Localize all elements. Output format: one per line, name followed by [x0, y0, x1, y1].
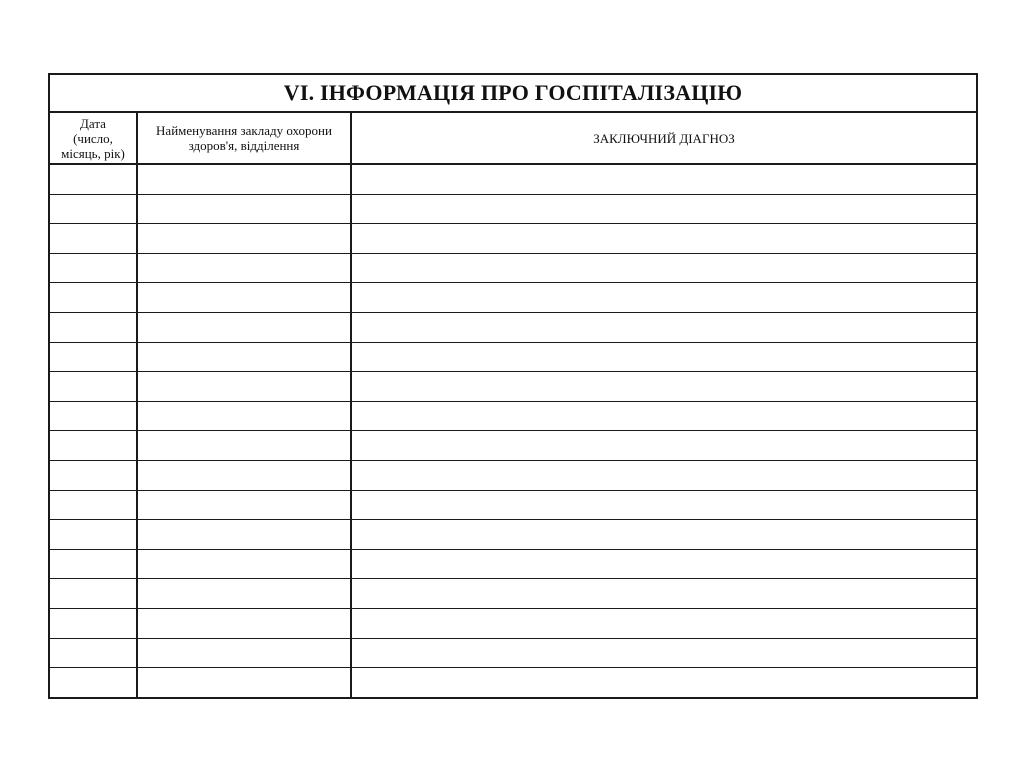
- diagnosis-cell[interactable]: [351, 638, 977, 668]
- table-row: [49, 638, 977, 668]
- diagnosis-cell[interactable]: [351, 401, 977, 431]
- date-cell[interactable]: [49, 579, 137, 609]
- diagnosis-cell[interactable]: [351, 224, 977, 254]
- institution-cell[interactable]: [137, 460, 351, 490]
- diagnosis-cell[interactable]: [351, 549, 977, 579]
- table-row: [49, 579, 977, 609]
- diagnosis-cell[interactable]: [351, 608, 977, 638]
- date-cell[interactable]: [49, 283, 137, 313]
- date-cell[interactable]: [49, 164, 137, 194]
- date-cell[interactable]: [49, 608, 137, 638]
- table-row: [49, 431, 977, 461]
- table-row: [49, 253, 977, 283]
- diagnosis-cell[interactable]: [351, 312, 977, 342]
- date-header-line-3: місяць, рік): [61, 145, 125, 161]
- diagnosis-cell[interactable]: [351, 520, 977, 550]
- institution-cell[interactable]: [137, 283, 351, 313]
- table-row: [49, 460, 977, 490]
- diagnosis-cell[interactable]: [351, 668, 977, 698]
- table-row: [49, 194, 977, 224]
- date-cell[interactable]: [49, 253, 137, 283]
- diagnosis-cell[interactable]: [351, 431, 977, 461]
- date-cell[interactable]: [49, 668, 137, 698]
- diagnosis-cell[interactable]: [351, 194, 977, 224]
- table-row: [49, 164, 977, 194]
- institution-cell[interactable]: [137, 194, 351, 224]
- institution-cell[interactable]: [137, 579, 351, 609]
- title-row: [49, 74, 977, 112]
- institution-cell[interactable]: [137, 253, 351, 283]
- institution-cell[interactable]: [137, 164, 351, 194]
- table-row: [49, 490, 977, 520]
- section-title: VI. ІНФОРМАЦІЯ ПРО ГОСПІТАЛІЗАЦІЮ: [49, 74, 977, 112]
- date-cell[interactable]: [49, 224, 137, 254]
- institution-header-line-2: здоров'я, відділення: [188, 138, 300, 153]
- institution-cell[interactable]: [137, 431, 351, 461]
- date-header-line-1: Дата: [80, 115, 106, 131]
- institution-cell[interactable]: [137, 608, 351, 638]
- date-cell[interactable]: [49, 490, 137, 520]
- diagnosis-cell[interactable]: [351, 490, 977, 520]
- table-body: [49, 164, 977, 698]
- table-row: [49, 401, 977, 431]
- date-cell[interactable]: [49, 520, 137, 550]
- table-row: [49, 608, 977, 638]
- date-header-line-2: (число,: [73, 130, 113, 146]
- date-cell[interactable]: [49, 549, 137, 579]
- table-row: [49, 283, 977, 313]
- institution-cell[interactable]: [137, 638, 351, 668]
- institution-cell[interactable]: [137, 372, 351, 402]
- table-row: [49, 312, 977, 342]
- table-row: [49, 342, 977, 372]
- date-cell[interactable]: [49, 431, 137, 461]
- institution-column-header: [137, 112, 351, 164]
- date-cell[interactable]: [49, 194, 137, 224]
- institution-cell[interactable]: [137, 668, 351, 698]
- diagnosis-column-header: ЗАКЛЮЧНИЙ ДІАГНОЗ: [351, 112, 977, 164]
- date-cell[interactable]: [49, 372, 137, 402]
- date-cell[interactable]: [49, 401, 137, 431]
- diagnosis-cell[interactable]: [351, 372, 977, 402]
- institution-cell[interactable]: [137, 224, 351, 254]
- institution-cell[interactable]: [137, 549, 351, 579]
- institution-cell[interactable]: [137, 312, 351, 342]
- date-cell[interactable]: [49, 460, 137, 490]
- date-cell[interactable]: [49, 312, 137, 342]
- date-cell[interactable]: [49, 638, 137, 668]
- diagnosis-cell[interactable]: [351, 460, 977, 490]
- hospitalization-table: [48, 73, 978, 699]
- institution-cell[interactable]: [137, 401, 351, 431]
- date-cell[interactable]: [49, 342, 137, 372]
- date-column-header: [49, 112, 137, 164]
- table-row: [49, 372, 977, 402]
- institution-cell[interactable]: [137, 490, 351, 520]
- diagnosis-cell[interactable]: [351, 342, 977, 372]
- diagnosis-cell[interactable]: [351, 253, 977, 283]
- institution-cell[interactable]: [137, 520, 351, 550]
- header-row: [49, 112, 977, 164]
- institution-cell[interactable]: [137, 342, 351, 372]
- diagnosis-cell[interactable]: [351, 164, 977, 194]
- table-row: [49, 520, 977, 550]
- diagnosis-cell[interactable]: [351, 283, 977, 313]
- institution-header-line-1: Найменування закладу охорони: [156, 123, 332, 138]
- table-row: [49, 549, 977, 579]
- diagnosis-cell[interactable]: [351, 579, 977, 609]
- table-row: [49, 224, 977, 254]
- table-row: [49, 668, 977, 698]
